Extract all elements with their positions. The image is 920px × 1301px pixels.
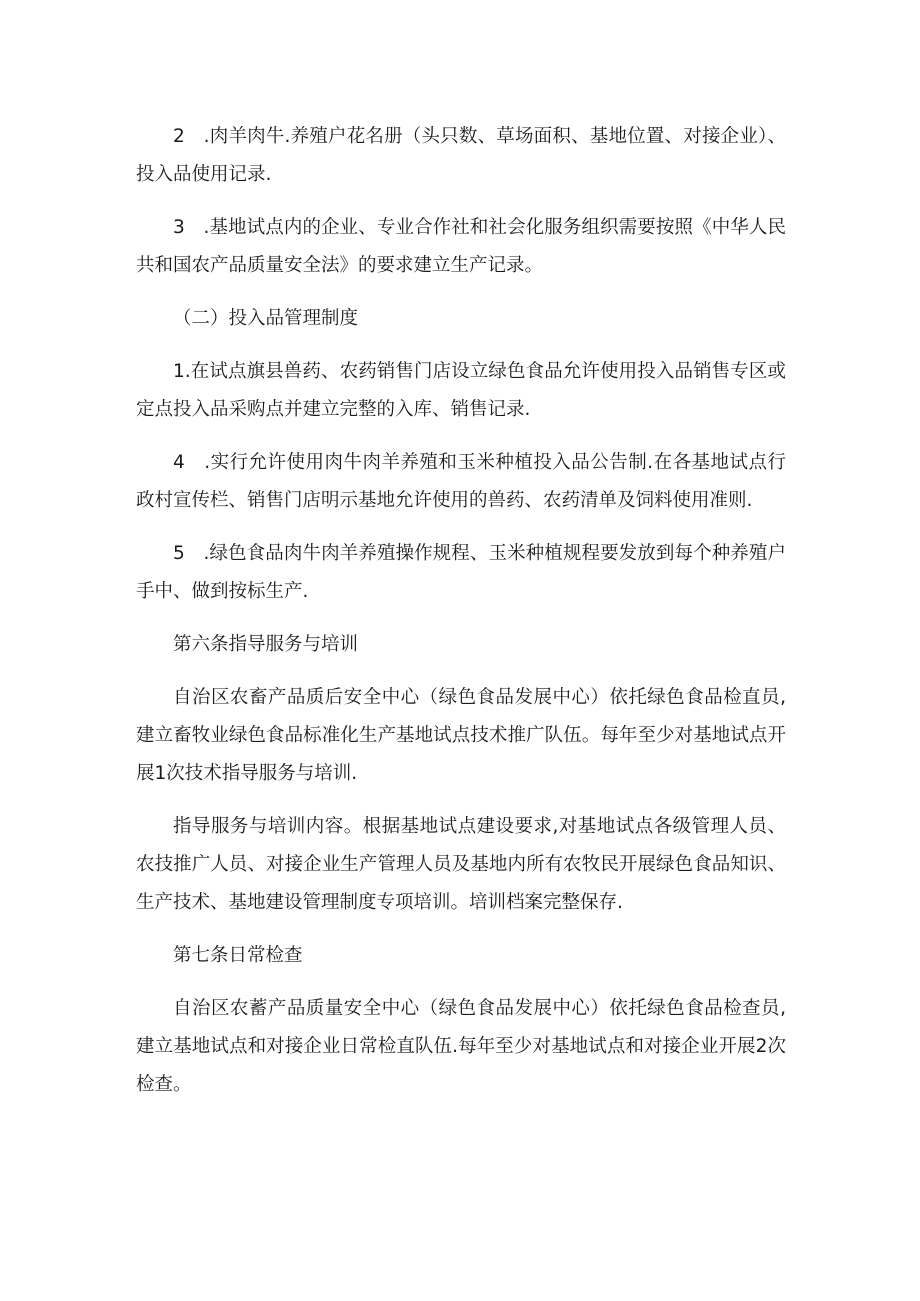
paragraph-daily-inspection: 自治区农蓄产品质量安全中心（绿色食品发展中心）依托绿色食品检查员,建立基地试点和对接企业日常检直队伍.每年至少对基地试点和对接企业开展2次检查。 — [136, 998, 786, 1095]
paragraph-training-content: 指导服务与培训内容。根据基地试点建设要求,对基地试点各级管理人员、农技推广人员、对接企业生产管理人员及基地内所有农牧民开展绿色食品知识、生产技术、基地建设管理制度专项培训。培训档案完整保存. — [136, 816, 786, 913]
paragraph-announcement: 4 .实行允许使用肉牛肉羊养殖和玉米种植投入品公告制.在各基地试点行政村宣传栏、销售门店明示基地允许使用的兽药、农药清单及饲料使用准则. — [136, 452, 786, 511]
paragraph-sales-zone: 1.在试点旗县兽药、农药销售门店设立绿色食品允许使用投入品销售专区或定点投入品采购点并建立完整的入库、销售记录. — [136, 361, 786, 420]
article-heading-six: 第六条指导服务与培训 — [173, 634, 359, 655]
paragraph-production-record: 3 .基地试点内的企业、专业合作社和社会化服务组织需要按照《中华人民共和国农产品质量安全法》的要求建立生产记录。 — [136, 217, 786, 276]
paragraph-record-list: 2 .肉羊肉牛.养殖户花名册（头只数、草场面积、基地位置、对接企业）、投入品使用记录. — [136, 126, 786, 185]
document-body — [136, 118, 786, 1119]
paragraph-operating-rules: 5 .绿色食品肉牛肉羊养殖操作规程、玉米种植规程要发放到每个种养殖户手中、做到按标生产. — [136, 543, 786, 602]
section-heading-input-management: （二）投入品管理制度 — [173, 308, 359, 329]
paragraph-guidance-team: 自治区农畜产品质后安全中心（绿色食品发展中心）依托绿色食品检直员,建立畜牧业绿色食品标准化生产基地试点技术推广队伍。每年至少对基地试点开展1次技术指导服务与培训. — [136, 687, 786, 784]
article-heading-seven: 第七条日常检查 — [173, 945, 303, 966]
